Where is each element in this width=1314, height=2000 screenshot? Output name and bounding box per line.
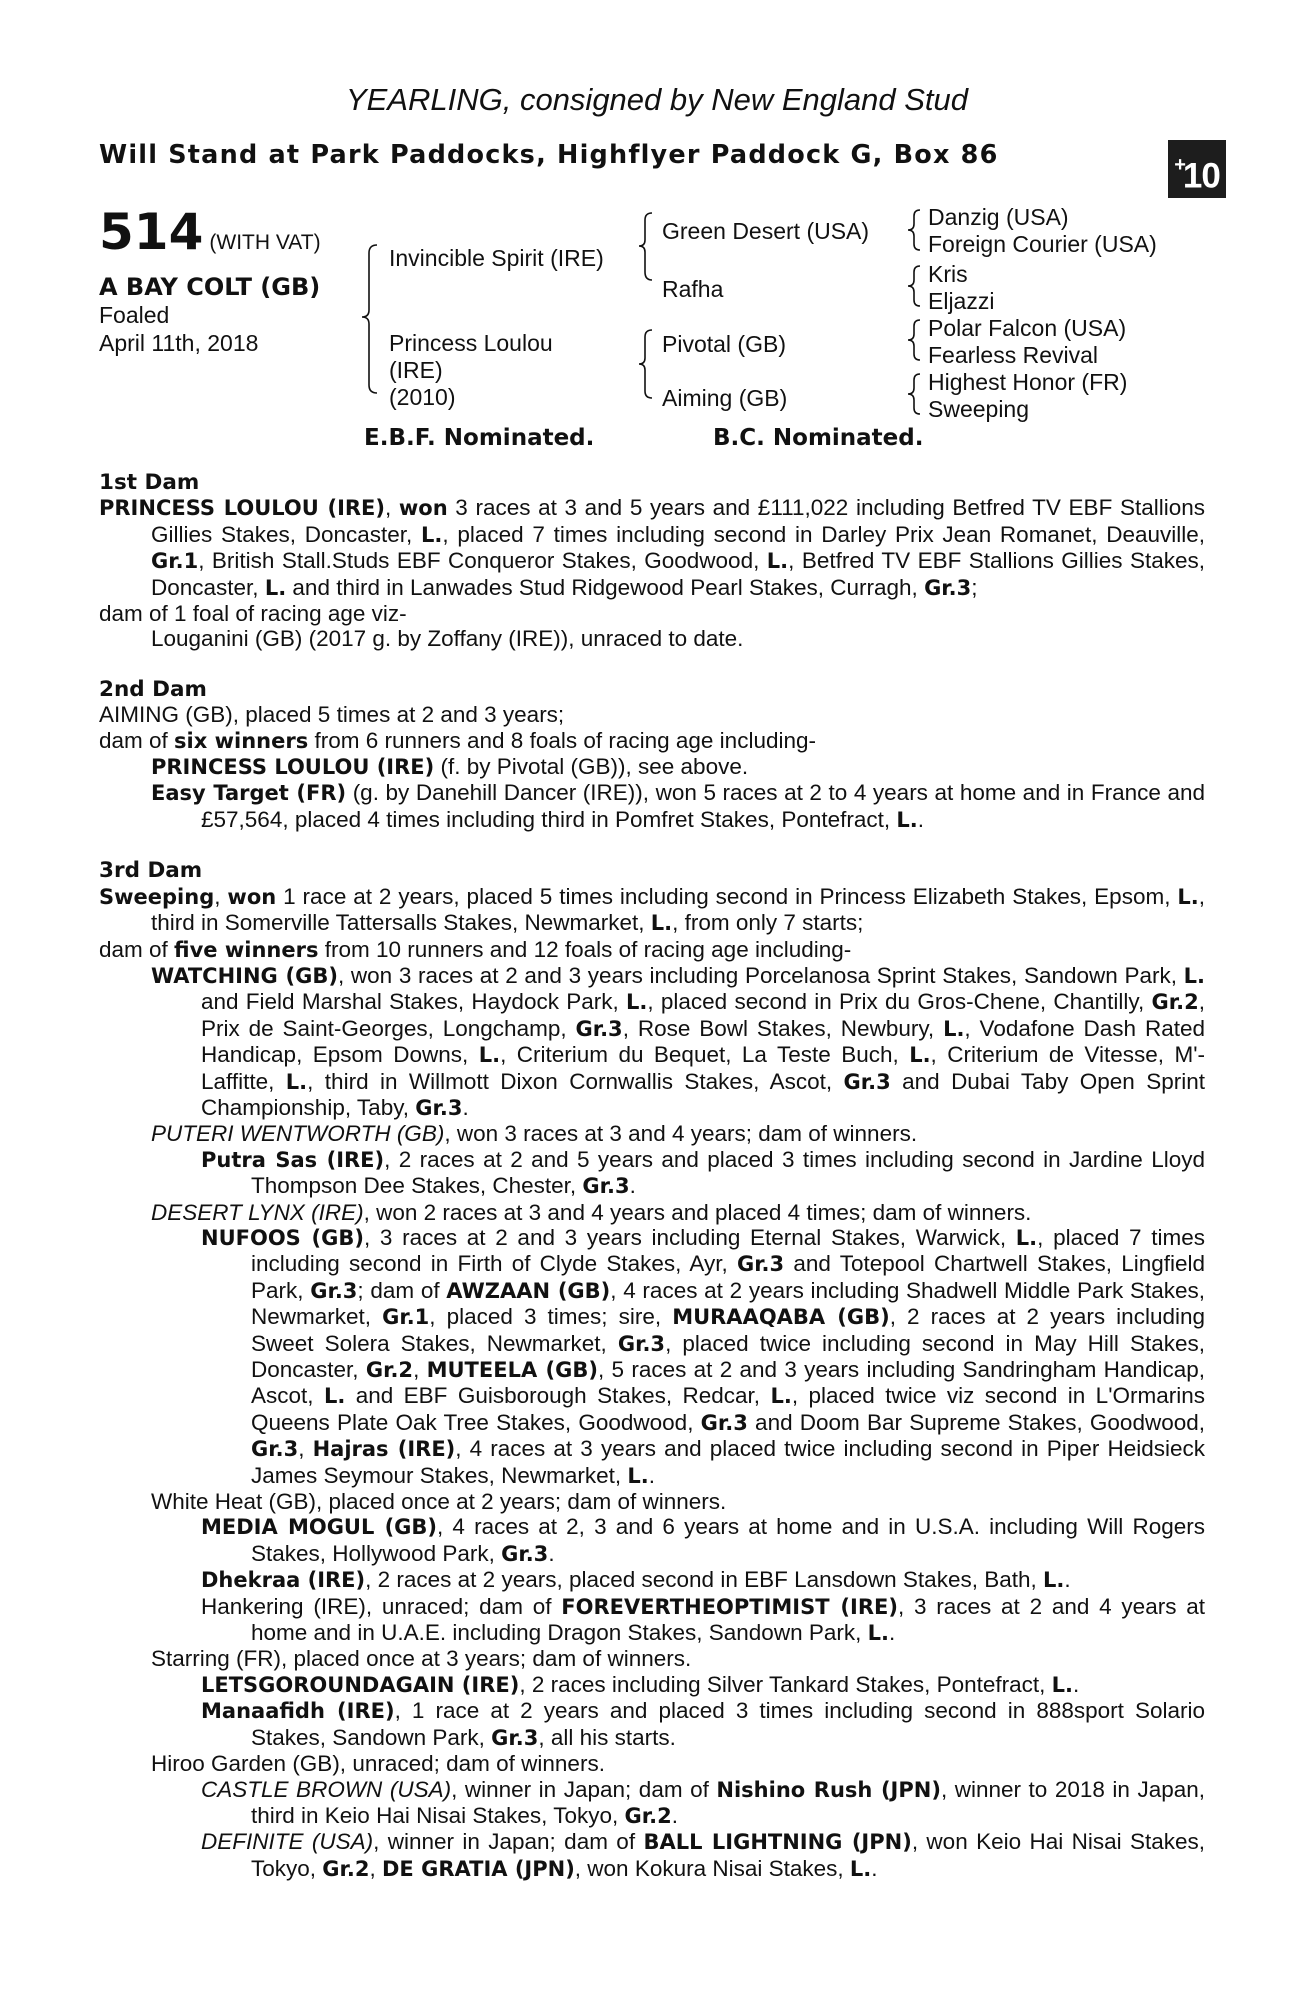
progeny-entry: DESERT LYNX (IRE), won 2 races at 3 and 4 years and placed 4 times; dam of winners. [151, 1199, 1032, 1225]
gen3-5: Polar Falcon (USA) [928, 315, 1127, 341]
foal-entry: Louganini (GB) (2017 g. by Zoffany (IRE)), unraced to date. [151, 626, 744, 652]
foaled-label: Foaled [99, 302, 170, 328]
grand-progeny-entry: Hankering (IRE), unraced; dam of FOREVERTHEOPTIMIST (IRE), 3 races at 2 and 4 years at home and in U.A.E. including Dragon Stakes, Sandown Park, L.. [201, 1593, 1205, 1646]
consignor-line: YEARLING, consigned by New England Stud [345, 82, 969, 117]
grand-progeny-entry: Manaafidh (IRE), 1 race at 2 years and placed 3 times including second in 888sport Solario Stakes, Sandown Park, Gr.3, all his starts. [201, 1698, 1205, 1750]
vat-note: (WITH VAT) [209, 231, 321, 254]
gen3-8: Sweeping [928, 396, 1030, 422]
grand-progeny-entry: MEDIA MOGUL (GB), 4 races at 2, 3 and 6 years at home and in U.S.A. including Will Rogers Stakes, Hollywood Park, Gr.3. [201, 1514, 1205, 1566]
stand-location: Will Stand at Park Paddocks, Highflyer Paddock G, Box 86 [99, 140, 999, 170]
grand-progeny-entry: DEFINITE (USA), winner in Japan; dam of BALL LIGHTNING (JPN), won Keio Hai Nisai Stakes, Tokyo, Gr.2, DE GRATIA (JPN), won Kokura Nisai Stakes, L.. [201, 1829, 1205, 1881]
progeny-entry: WATCHING (GB), won 3 races at 2 and 3 years including Porcelanosa Sprint Stakes, Sandown Park, L. and Field Marshal Stakes, Haydock Park, L., placed second in Prix du Gros-Chene, Chantilly, Gr.2, Prix de Saint-Georges, Longchamp, Gr.3, Rose Bowl Stakes, Newbury, L., Vodafone Dash Rated Handicap, Epsom Downs, L., Criterium du Bequet, La Teste Buch, L., Criterium de Vitesse, M'-Laffitte, L., third in Willmott Dixon Cornwallis Stakes, Ascot, Gr.3 and Dubai Taby Open Sprint Championship, Taby, Gr.3. [151, 962, 1206, 1120]
first-dam-heading: 1st Dam [99, 470, 200, 495]
plus-icon: + [1174, 154, 1185, 176]
grade-listed: L. [766, 549, 789, 574]
foaled-date: April 11th, 2018 [99, 330, 259, 356]
second-dam-record: AIMING (GB), placed 5 times at 2 and 3 years; [99, 702, 565, 728]
grand-progeny-entry: NUFOOS (GB), 3 races at 2 and 3 years including Eternal Stakes, Warwick, L., placed 7 times including second in Firth of Clyde Stakes, Ayr, Gr.3 and Totepool Chartwell Stakes, Lingfield Park, Gr.3; dam of AWZAAN (GB), 4 races at 2 years including Shadwell Middle Park Stakes, Newmarket, Gr.1, placed 3 times; sire, MURAAQABA (GB), 2 races at 2 years including Sweet Solera Stakes, Newmarket, Gr.3, placed twice including second in May Hill Stakes, Doncaster, Gr.2, MUTEELA (GB), 5 races at 2 and 3 years including Sandringham Handicap, Ascot, L. and EBF Guisborough Stakes, Redcar, L., placed twice viz second in L'Ormarins Queens Plate Oak Tree Stakes, Goodwood, Gr.3 and Doom Bar Supreme Stakes, Goodwood, Gr.3, Hajras (IRE), 4 races at 3 years and placed twice including second in Piper Heidsieck James Seymour Stakes, Newmarket, L.. [201, 1224, 1206, 1488]
foals-summary: dam of 1 foal of racing age viz- [99, 601, 407, 627]
winners-summary: dam of six winners from 6 runners and 8 foals of racing age including- [99, 727, 816, 753]
grade-1: Gr.1 [151, 549, 199, 574]
dam-sire: Pivotal (GB) [662, 331, 786, 357]
grand-progeny-entry: CASTLE BROWN (USA), winner in Japan; dam of Nishino Rush (JPN), winner to 2018 in Japan, third in Keio Hai Nisai Stakes, Tokyo, Gr.2. [201, 1776, 1206, 1828]
grand-progeny-entry: LETSGOROUNDAGAIN (IRE), 2 races including Silver Tankard Stakes, Pontefract, L.. [201, 1671, 1080, 1697]
progeny-entry: PUTERI WENTWORTH (GB), won 3 races at 3 and 4 years; dam of winners. [151, 1121, 918, 1147]
second-dam-heading: 2nd Dam [99, 676, 207, 702]
gen3-1: Danzig (USA) [928, 204, 1069, 230]
horse-description: A BAY COLT (GB) [99, 273, 321, 301]
won-word: won [398, 496, 448, 521]
lot-number: 514 [99, 203, 204, 261]
grade-3: Gr.3 [924, 575, 972, 600]
progeny-entry: Easy Target (FR) (g. by Danehill Dancer (IRE)), won 5 races at 2 to 4 years at home and in France and £57,564, placed 4 times including third in Pomfret Stakes, Pontefract, L.. [151, 780, 1205, 832]
third-dam-section [99, 858, 1205, 1882]
dam-dam: Aiming (GB) [662, 385, 788, 411]
ebf-nominated: E.B.F. Nominated. [364, 425, 595, 451]
third-dam-record: Sweeping, won 1 race at 2 years, placed 5 times including second in Princess Elizabeth Stakes, Epsom, L., third in Somerville Tattersalls Stakes, Newmarket, L., from only 7 starts; [99, 883, 1206, 936]
dam-line-1: Princess Loulou [389, 330, 553, 356]
second-dam-section [99, 677, 1205, 833]
catalogue-body [99, 470, 1205, 1882]
progeny-entry: Hiroo Garden (GB), unraced; dam of winners. [151, 1751, 605, 1777]
progeny-entry: Starring (FR), placed once at 3 years; dam of winners. [151, 1646, 692, 1672]
gen3-2: Foreign Courier (USA) [928, 231, 1157, 257]
gen3-3: Kris [928, 261, 968, 287]
progeny-entry: White Heat (GB), placed once at 2 years; dam of winners. [151, 1489, 727, 1515]
first-dam-section [99, 470, 1205, 652]
dam-name: PRINCESS LOULOU (IRE) [99, 496, 385, 521]
third-dam-heading: 3rd Dam [99, 858, 203, 884]
sire: Invincible Spirit (IRE) [389, 245, 604, 271]
dam-line-2: (IRE) [389, 357, 443, 383]
progeny-entry: PRINCESS LOULOU (IRE) (f. by Pivotal (GB)), see above. [151, 754, 749, 780]
gen3-6: Fearless Revival [928, 342, 1098, 368]
first-dam-record: PRINCESS LOULOU (IRE), won 3 races at 3 and 5 years and £111,022 including Betfred TV EBF Stallions Gillies Stakes, Doncaster, L., placed 7 times including second in Darley Prix Jean Romanet, Deauville, Gr.1, British Stall.Studs EBF Conqueror Stakes, Goodwood, L., Betfred TV EBF Stallions Gillies Stakes, Doncaster, L. and third in Lanwades Stud Ridgewood Pearl Stakes, Curragh, Gr.3; [99, 495, 1206, 600]
gen3-4: Eljazzi [928, 288, 995, 314]
winners-summary: dam of five winners from 10 runners and 12 foals of racing age including- [99, 936, 852, 962]
sire-dam: Rafha [662, 276, 724, 302]
sire-sire: Green Desert (USA) [662, 218, 870, 244]
badge-number: 10 [1182, 156, 1220, 196]
grade-listed: L. [421, 522, 443, 547]
grand-progeny-entry: Dhekraa (IRE), 2 races at 2 years, placed second in EBF Lansdown Stakes, Bath, L.. [201, 1567, 1071, 1593]
grade-listed: L. [264, 575, 287, 600]
dam-line-3: (2010) [389, 384, 456, 410]
bc-nominated: B.C. Nominated. [713, 425, 924, 451]
gen3-7: Highest Honor (FR) [928, 369, 1128, 395]
grand-progeny-entry: Putra Sas (IRE), 2 races at 2 and 5 years and placed 3 times including second in Jardine Lloyd Thompson Dee Stakes, Chester, Gr.3. [201, 1146, 1205, 1199]
